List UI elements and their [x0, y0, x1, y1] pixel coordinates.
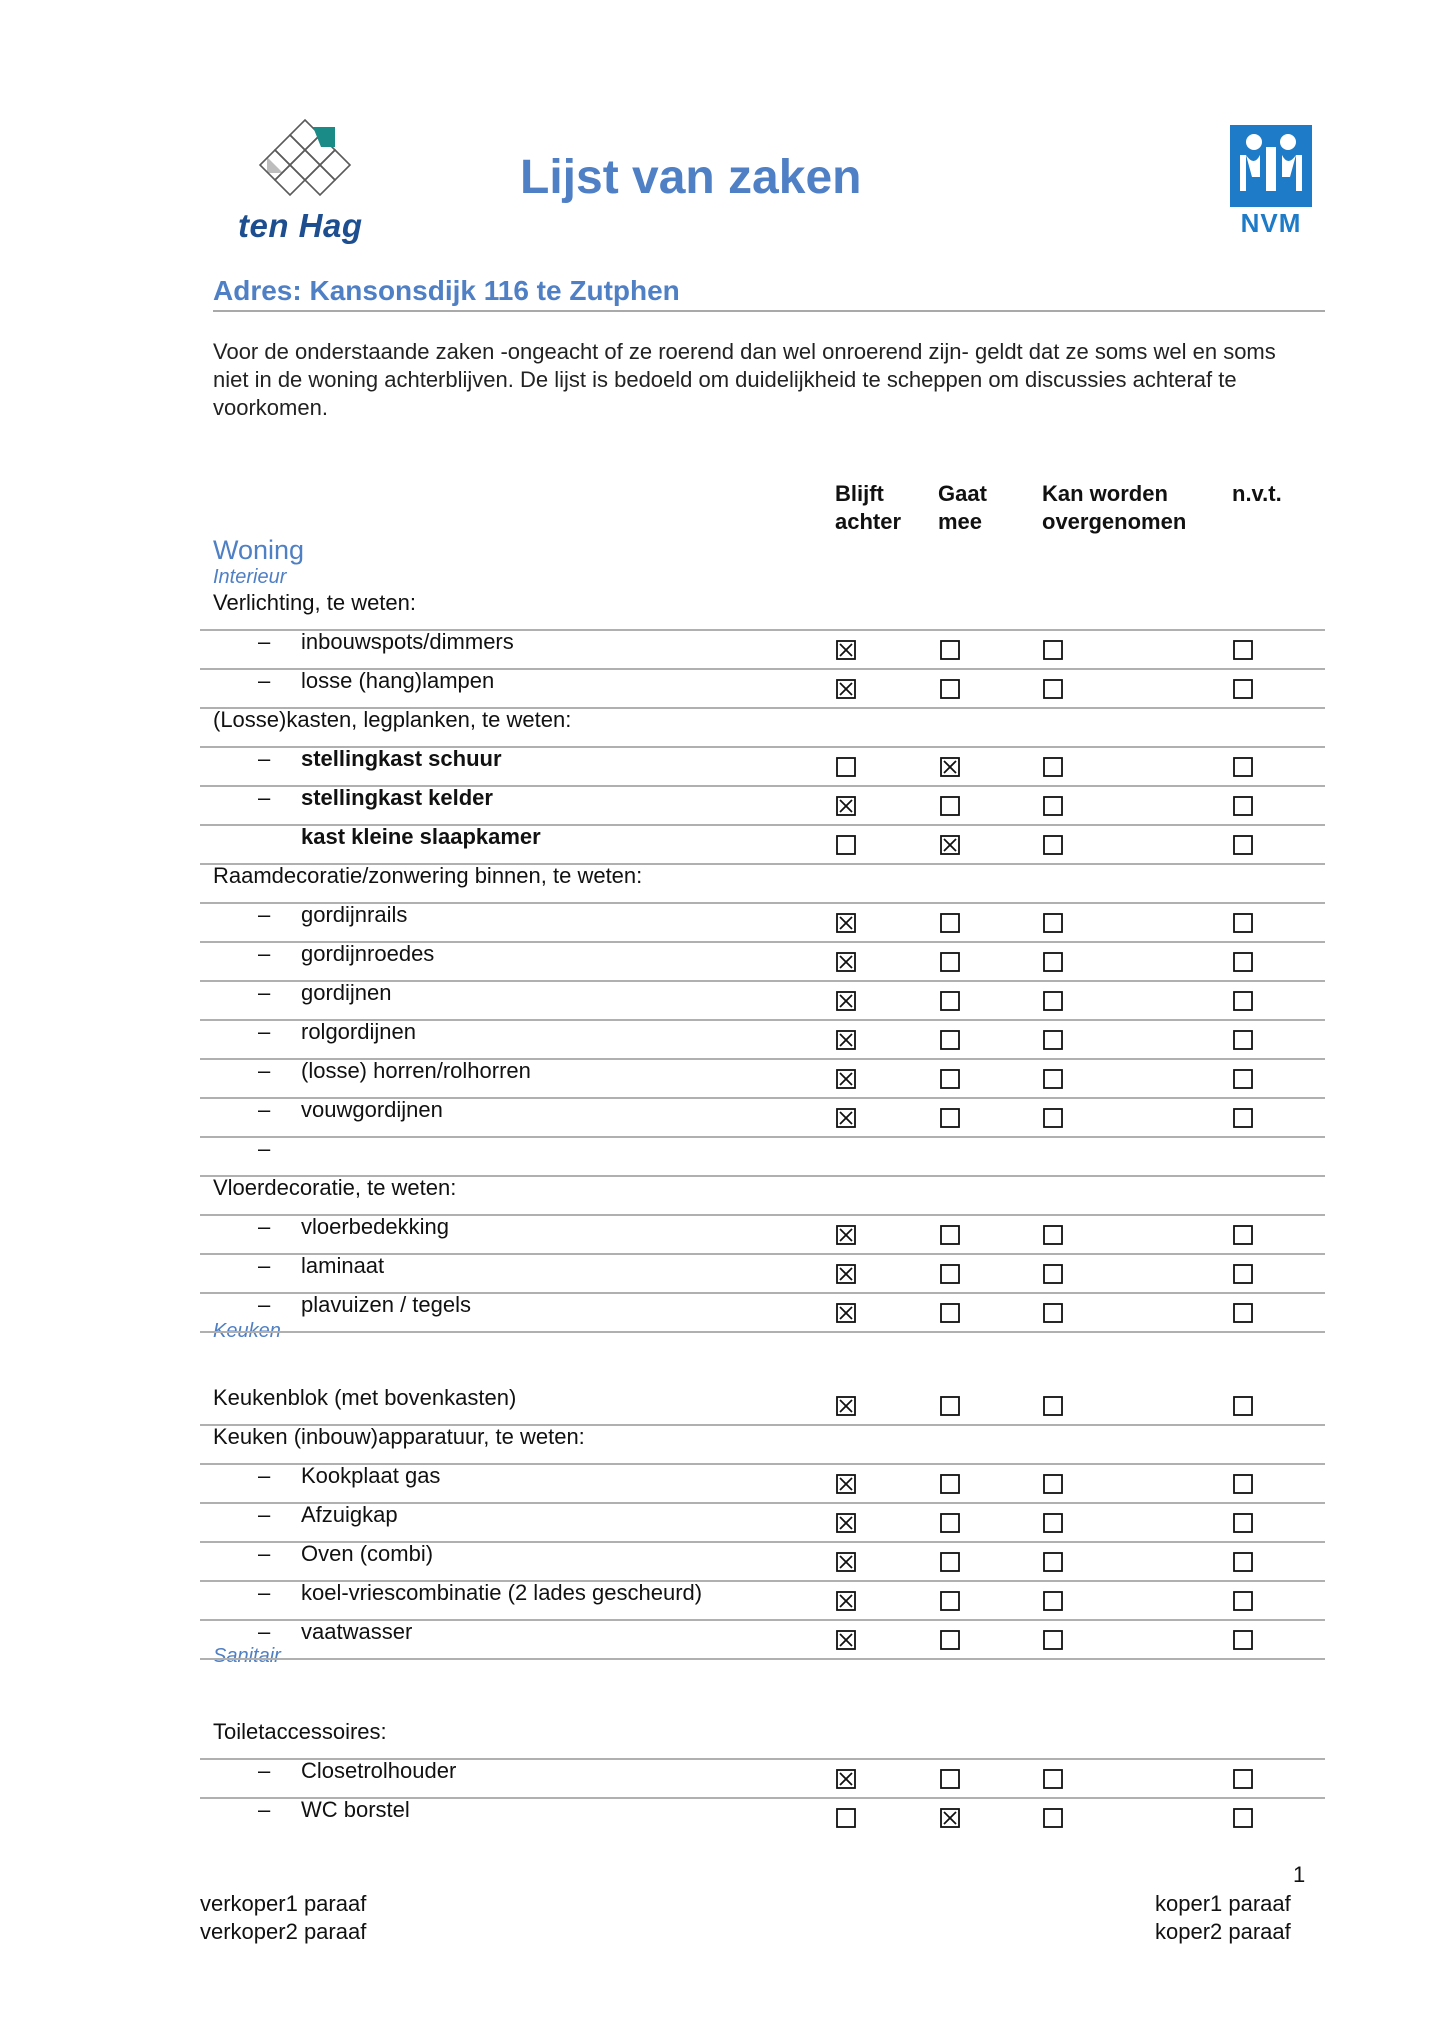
table-row — [200, 941, 1325, 982]
checkbox-blijft-achter[interactable] — [836, 913, 856, 933]
row-label: Toiletaccessoires: — [213, 1719, 387, 1744]
table-row — [200, 1541, 1325, 1582]
checkbox-blijft-achter[interactable] — [836, 1513, 856, 1533]
row-label: vaatwasser — [301, 1619, 413, 1644]
row-label: Verlichting, te weten: — [213, 590, 417, 615]
row-bullet: – — [258, 1797, 271, 1822]
row-label: gordijnen — [301, 980, 392, 1005]
checkbox-gaat-mee[interactable] — [940, 1030, 960, 1050]
checkbox-gaat-mee[interactable] — [940, 1264, 960, 1284]
row-label: vloerbedekking — [301, 1214, 449, 1239]
checkbox-blijft-achter[interactable] — [836, 1552, 856, 1572]
checkbox-blijft-achter[interactable] — [836, 1769, 856, 1789]
col-kan-line1: Kan worden — [1042, 481, 1168, 506]
checkbox-gaat-mee[interactable] — [940, 1108, 960, 1128]
table-row — [200, 668, 1325, 709]
row-label: Oven (combi) — [301, 1541, 434, 1566]
checkbox-overgenomen[interactable] — [1043, 991, 1063, 1011]
checkbox-nvt[interactable] — [1233, 1591, 1253, 1611]
checkbox-nvt[interactable] — [1233, 1552, 1253, 1572]
ten-hag-logo — [235, 115, 385, 250]
row-label: plavuizen / tegels — [301, 1292, 471, 1317]
checkbox-overgenomen[interactable] — [1043, 1513, 1063, 1533]
section-interieur: Interieur — [213, 566, 287, 588]
checkbox-blijft-achter[interactable] — [836, 952, 856, 972]
checkbox-nvt[interactable] — [1233, 1396, 1253, 1416]
row-label: Vloerdecoratie, te weten: — [213, 1175, 457, 1200]
row-label: stellingkast schuur — [301, 746, 502, 771]
row-bullet: – — [258, 668, 271, 693]
col-nvt — [1232, 480, 1282, 508]
section-keuken: Keuken — [213, 1320, 281, 1342]
row-label: laminaat — [301, 1253, 385, 1278]
col-kan-worden-overgenomen — [1042, 480, 1186, 536]
checkbox-overgenomen[interactable] — [1043, 1264, 1063, 1284]
checkbox-nvt[interactable] — [1233, 1108, 1253, 1128]
table-group-row — [200, 707, 1325, 748]
checkbox-blijft-achter[interactable] — [836, 1474, 856, 1494]
table-row — [200, 1502, 1325, 1543]
koper2-paraaf: koper2 paraaf — [1155, 1919, 1291, 1944]
row-label: (Losse)kasten, legplanken, te weten: — [213, 707, 572, 732]
intro-paragraph: Voor de onderstaande zaken -ongeacht of ze roerend dan wel onroerend zijn- geldt dat ze soms wel en soms niet in de woning achterblijven. De lijst is bedoeld om duidelijkheid te scheppen om discussies achteraf te voorkomen. — [213, 339, 1276, 420]
table-group-row — [200, 590, 1325, 631]
section-woning: Woning — [213, 535, 305, 565]
row-label: Raamdecoratie/zonwering binnen, te weten: — [213, 863, 643, 888]
row-bullet: – — [258, 1019, 271, 1044]
row-label: gordijnrails — [301, 902, 408, 927]
checkbox-gaat-mee[interactable] — [940, 913, 960, 933]
checkbox-nvt[interactable] — [1233, 1069, 1253, 1089]
row-label: Keuken (inbouw)apparatuur, te weten: — [213, 1424, 585, 1449]
row-bullet: – — [258, 1758, 271, 1783]
checkbox-gaat-mee[interactable] — [940, 640, 960, 660]
brand-left: ten Hag — [238, 207, 363, 244]
checkbox-nvt[interactable] — [1233, 1808, 1253, 1828]
table-group-row — [200, 1424, 1325, 1465]
checkbox-overgenomen[interactable] — [1043, 1808, 1063, 1828]
checkbox-nvt[interactable] — [1233, 1769, 1253, 1789]
page-title: Lijst van zaken — [520, 151, 862, 204]
checkbox-overgenomen[interactable] — [1043, 952, 1063, 972]
checkbox-blijft-achter[interactable] — [836, 991, 856, 1011]
row-bullet: – — [258, 785, 271, 810]
checkbox-gaat-mee[interactable] — [940, 1769, 960, 1789]
table-row — [200, 1619, 1325, 1660]
checkbox-nvt[interactable] — [1233, 1264, 1253, 1284]
table-row — [200, 902, 1325, 943]
checkbox-blijft-achter[interactable] — [836, 1225, 856, 1245]
row-bullet: – — [258, 1253, 271, 1278]
nvm-figures-icon — [1230, 125, 1312, 207]
row-bullet: – — [258, 746, 271, 771]
col-blijft-line1: Blijft — [835, 481, 884, 506]
checkbox-overgenomen[interactable] — [1043, 835, 1063, 855]
checkbox-nvt[interactable] — [1233, 913, 1253, 933]
checkbox-nvt[interactable] — [1233, 1630, 1253, 1650]
row-bullet: – — [258, 1136, 271, 1161]
row-bullet: – — [258, 1292, 271, 1317]
table-row — [200, 1580, 1325, 1621]
table-row — [200, 1292, 1325, 1333]
checkbox-overgenomen[interactable] — [1043, 1591, 1063, 1611]
checkbox-overgenomen[interactable] — [1043, 1303, 1063, 1323]
koper1-paraaf: koper1 paraaf — [1155, 1891, 1291, 1916]
table-group-row — [200, 1719, 1325, 1760]
checkbox-gaat-mee[interactable] — [940, 1069, 960, 1089]
checkbox-blijft-achter[interactable] — [836, 1030, 856, 1050]
checkbox-overgenomen[interactable] — [1043, 1108, 1063, 1128]
checkbox-overgenomen[interactable] — [1043, 1225, 1063, 1245]
row-label: WC borstel — [301, 1797, 410, 1822]
checkbox-overgenomen[interactable] — [1043, 1396, 1063, 1416]
checkbox-overgenomen[interactable] — [1043, 679, 1063, 699]
table-row — [200, 746, 1325, 787]
checkbox-gaat-mee[interactable] — [940, 835, 960, 855]
nvm-logo — [1230, 125, 1312, 241]
page-number: 1 — [1293, 1862, 1306, 1887]
checkbox-nvt[interactable] — [1233, 835, 1253, 855]
checkbox-gaat-mee[interactable] — [940, 1591, 960, 1611]
row-bullet: – — [258, 980, 271, 1005]
table-group-row — [200, 1385, 1325, 1426]
col-blijft-line2: achter — [835, 509, 902, 534]
checkbox-gaat-mee[interactable] — [940, 1552, 960, 1572]
row-label: stellingkast kelder — [301, 785, 493, 810]
checkbox-gaat-mee[interactable] — [940, 1808, 960, 1828]
col-gaat-line2: mee — [938, 509, 983, 534]
row-label: gordijnroedes — [301, 941, 435, 966]
table-row — [200, 1253, 1325, 1294]
checkbox-gaat-mee[interactable] — [940, 679, 960, 699]
section-sanitair: Sanitair — [213, 1645, 281, 1667]
checkbox-blijft-achter[interactable] — [836, 796, 856, 816]
row-label: kast kleine slaapkamer — [301, 824, 541, 849]
row-label: losse (hang)lampen — [301, 668, 495, 693]
table-row — [200, 1097, 1325, 1138]
checkbox-gaat-mee[interactable] — [940, 1630, 960, 1650]
checkbox-nvt[interactable] — [1233, 640, 1253, 660]
table-row — [200, 1214, 1325, 1255]
address-heading: Adres: Kansonsdijk 116 te Zutphen — [213, 275, 680, 306]
checkbox-blijft-achter[interactable] — [836, 1303, 856, 1323]
row-label: inbouwspots/dimmers — [301, 629, 514, 654]
checkbox-gaat-mee[interactable] — [940, 952, 960, 972]
checkbox-blijft-achter[interactable] — [836, 1396, 856, 1416]
checkbox-gaat-mee[interactable] — [940, 796, 960, 816]
row-bullet: – — [258, 1214, 271, 1239]
col-nvt-line1: n.v.t. — [1232, 481, 1282, 506]
col-gaat-mee — [938, 480, 987, 536]
checkbox-nvt[interactable] — [1233, 1303, 1253, 1323]
row-bullet: – — [258, 1502, 271, 1527]
table-row — [200, 1797, 1325, 1836]
row-bullet: – — [258, 1619, 271, 1644]
checkbox-overgenomen[interactable] — [1043, 1552, 1063, 1572]
row-bullet: – — [258, 1541, 271, 1566]
table-row — [200, 1136, 1325, 1177]
checkbox-gaat-mee[interactable] — [940, 1225, 960, 1245]
checkbox-nvt[interactable] — [1233, 679, 1253, 699]
row-label: Afzuigkap — [301, 1502, 398, 1527]
table-row — [200, 1758, 1325, 1799]
checkbox-blijft-achter[interactable] — [836, 1069, 856, 1089]
checkbox-overgenomen[interactable] — [1043, 1030, 1063, 1050]
brand-right: NVM — [1240, 208, 1302, 238]
row-bullet: – — [258, 1463, 271, 1488]
table-row — [200, 629, 1325, 670]
checkbox-nvt[interactable] — [1233, 796, 1253, 816]
row-bullet: – — [258, 902, 271, 927]
checkbox-overgenomen[interactable] — [1043, 1069, 1063, 1089]
checkbox-nvt[interactable] — [1233, 1225, 1253, 1245]
row-label: koel-vriescombinatie (2 lades gescheurd) — [301, 1580, 703, 1605]
table-row — [200, 1058, 1325, 1099]
checkbox-overgenomen[interactable] — [1043, 913, 1063, 933]
checkbox-blijft-achter[interactable] — [836, 1808, 856, 1828]
checkbox-gaat-mee[interactable] — [940, 1303, 960, 1323]
row-bullet: – — [258, 1097, 271, 1122]
table-row — [200, 824, 1325, 865]
pinwheel-icon — [255, 115, 355, 205]
table-row — [200, 1019, 1325, 1060]
checkbox-gaat-mee[interactable] — [940, 1474, 960, 1494]
col-blijft-achter — [835, 480, 901, 536]
table-group-row — [200, 1175, 1325, 1216]
address-divider — [213, 310, 1325, 312]
row-label: Kookplaat gas — [301, 1463, 441, 1488]
checkbox-gaat-mee[interactable] — [940, 757, 960, 777]
checkbox-overgenomen[interactable] — [1043, 757, 1063, 777]
checkbox-nvt[interactable] — [1233, 1030, 1253, 1050]
checkbox-overgenomen[interactable] — [1043, 796, 1063, 816]
row-bullet: – — [258, 1058, 271, 1083]
row-label: rolgordijnen — [301, 1019, 416, 1044]
checkbox-blijft-achter[interactable] — [836, 757, 856, 777]
checkbox-nvt[interactable] — [1233, 991, 1253, 1011]
table-row — [200, 1463, 1325, 1504]
checkbox-nvt[interactable] — [1233, 1474, 1253, 1494]
checkbox-nvt[interactable] — [1233, 757, 1253, 777]
col-kan-line2: overgenomen — [1042, 509, 1187, 534]
checkbox-blijft-achter[interactable] — [836, 1630, 856, 1650]
checkbox-blijft-achter[interactable] — [836, 1108, 856, 1128]
checkbox-overgenomen[interactable] — [1043, 640, 1063, 660]
table-row — [200, 785, 1325, 826]
table-group-row — [200, 863, 1325, 904]
col-gaat-line1: Gaat — [938, 481, 987, 506]
buyer-initials — [1155, 1890, 1291, 1946]
row-label: Closetrolhouder — [301, 1758, 457, 1783]
seller-initials — [200, 1890, 366, 1946]
checkbox-blijft-achter[interactable] — [836, 679, 856, 699]
checkbox-blijft-achter[interactable] — [836, 640, 856, 660]
row-bullet: – — [258, 1580, 271, 1605]
checkbox-nvt[interactable] — [1233, 952, 1253, 972]
verkoper1-paraaf: verkoper1 paraaf — [200, 1891, 367, 1916]
checkbox-overgenomen[interactable] — [1043, 1769, 1063, 1789]
row-bullet: – — [258, 941, 271, 966]
checkbox-overgenomen[interactable] — [1043, 1630, 1063, 1650]
row-label: Keukenblok (met bovenkasten) — [213, 1385, 517, 1410]
checkbox-blijft-achter[interactable] — [836, 835, 856, 855]
checkbox-overgenomen[interactable] — [1043, 1474, 1063, 1494]
checkbox-nvt[interactable] — [1233, 1513, 1253, 1533]
row-label: vouwgordijnen — [301, 1097, 443, 1122]
checkbox-blijft-achter[interactable] — [836, 1591, 856, 1611]
table-row — [200, 980, 1325, 1021]
verkoper2-paraaf: verkoper2 paraaf — [200, 1919, 367, 1944]
row-bullet: – — [258, 629, 271, 654]
row-label: (losse) horren/rolhorren — [301, 1058, 531, 1083]
checkbox-gaat-mee[interactable] — [940, 991, 960, 1011]
checkbox-gaat-mee[interactable] — [940, 1513, 960, 1533]
checkbox-gaat-mee[interactable] — [940, 1396, 960, 1416]
checkbox-blijft-achter[interactable] — [836, 1264, 856, 1284]
